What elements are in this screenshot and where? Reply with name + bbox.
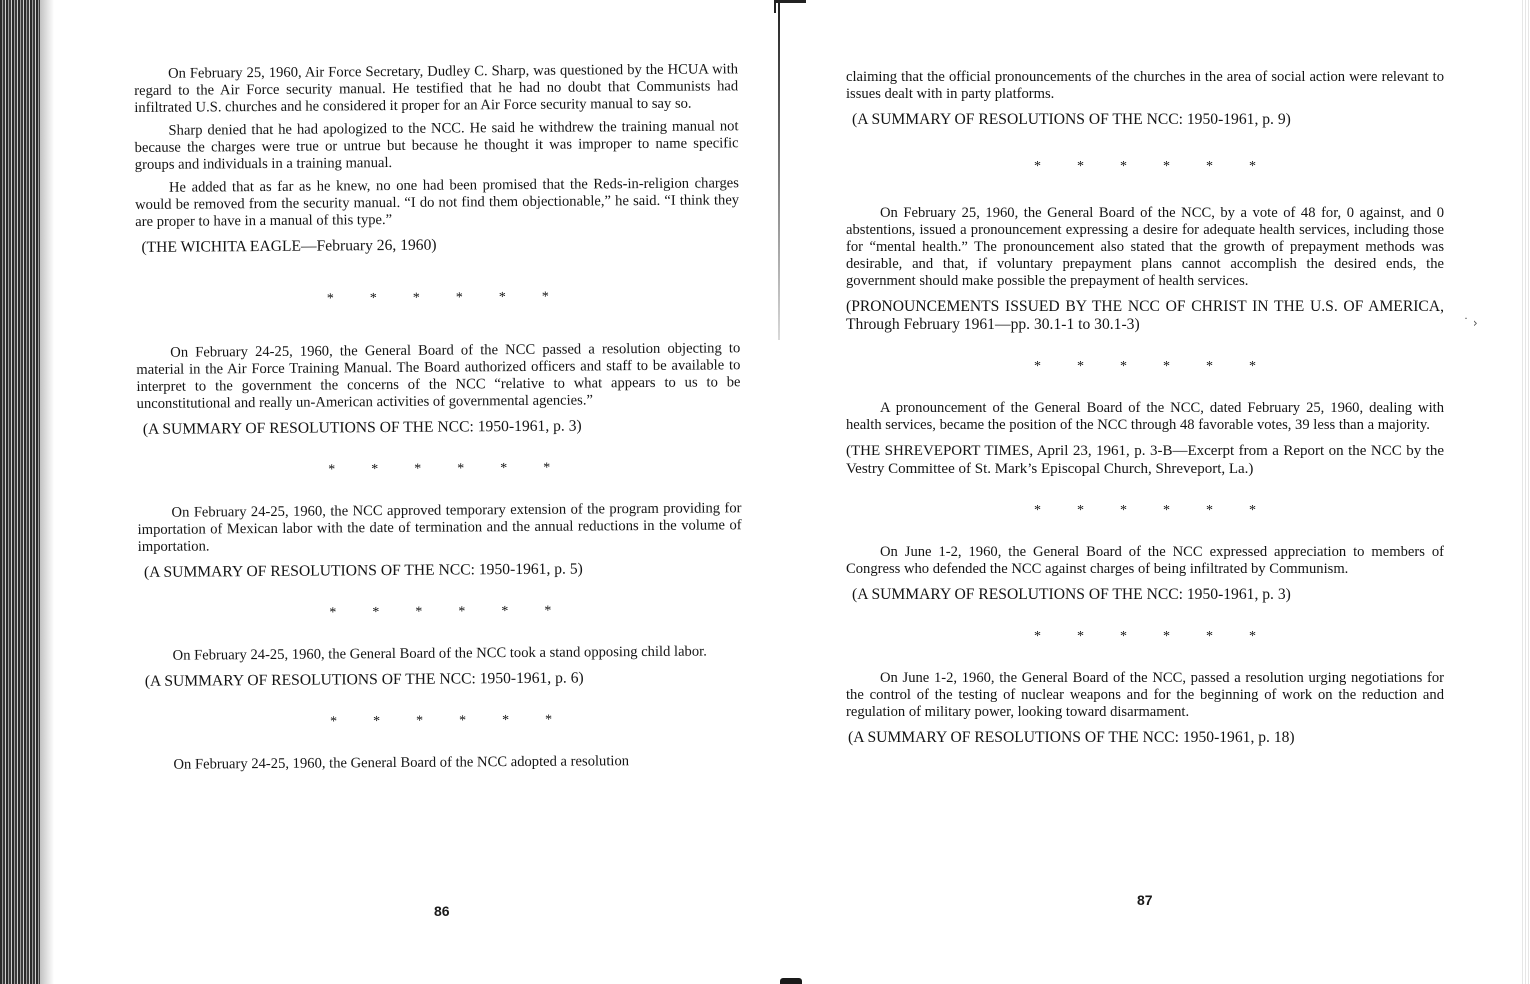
section-separator [846,334,1444,400]
separator-star: * [1034,503,1041,518]
separator-star: * [1077,629,1084,644]
separator-star: * [1163,629,1170,644]
separator-star: * [545,712,553,728]
separator-star: * [1249,359,1256,374]
separator-star: * [457,461,465,477]
separator-star: * [373,714,381,730]
separator-star: * [372,605,380,621]
separator-star: * [541,289,549,305]
separator-star: * [1249,503,1256,518]
binding-shadow [40,0,54,984]
center-gutter-line [778,0,780,340]
separator-star: * [498,290,506,306]
citation: (A SUMMARY OF RESOLUTIONS OF THE NCC: 1950-1961, p. 3) [852,586,1291,603]
paragraph: On February 25, 1960, the General Board of the NCC, by a vote of 48 for, 0 against, and 0 abstentions, issued a pronouncement expressing a desire for adequate health services, including those for “mental health.” The pronouncement also stated that the growth of prepayment methods was desirable, and that, if voluntary prepayment plans cannot accomplish the desired ends, the government should make possible the prepayment of health services. [846,205,1444,289]
page-number: 86 [434,903,450,919]
separator-star: * [1077,159,1084,174]
speck-mark: ˙ › [1463,316,1478,330]
separator-star: * [1077,359,1084,374]
separator-star: * [455,290,463,306]
separator-star: * [1249,629,1256,644]
separator-star: * [544,603,552,619]
separator-star: * [1034,359,1041,374]
separator-star: * [371,462,379,478]
paragraph: On February 24-25, 1960, the General Board of the NCC took a stand opposing child labor. [172,643,707,664]
citation: (PRONOUNCEMENTS ISSUED BY THE NCC OF CHRIST IN THE U.S. OF AMERICA, Through February 1961—pp. 30.1-1 to 30.1-3) [846,298,1444,333]
separator-star: * [414,461,422,477]
separator-star: * [1034,629,1041,644]
paragraph: On February 24-25, 1960, the NCC approved temporary extension of the program providing for importation of Mexican labor with the date of termination and the annual reductions in the volume of importation. [137,500,742,555]
separator-star: * [328,462,336,478]
paragraph: On June 1-2, 1960, the General Board of the NCC expressed appreciation to members of Congress who defended the NCC against charges of being infiltrated by Communism. [846,544,1444,577]
page-edge-right [1522,0,1530,984]
section-separator [846,478,1444,544]
separator-star: * [1120,503,1127,518]
citation: (A SUMMARY OF RESOLUTIONS OF THE NCC: 1950-1961, p. 6) [144,669,584,690]
separator-star: * [369,291,377,307]
citation: (THE WICHITA EAGLE—February 26, 1960) [141,236,437,256]
separator-star: * [1120,629,1127,644]
separator-star: * [459,713,467,729]
separator-star: * [326,291,334,307]
paragraph: Sharp denied that he had apologized to the NCC. He said he withdrew the training manual not because the charges were true or untrue but because he thought it was improper to name specific groups and individuals in a training manual. [134,118,739,173]
separator-star: * [1163,359,1170,374]
paragraph: On June 1-2, 1960, the General Board of the NCC, passed a resolution urging negotiations for the control of the testing of nuclear weapons and for the beginning of work on the reduction and regulation of military power, looking toward disarmament. [846,670,1444,720]
separator-star: * [501,604,509,620]
paragraph: A pronouncement of the General Board of the NCC, dated February 25, 1960, dealing with health services, became the position of the NCC through 48 favorable votes, 39 less than a majority. [846,400,1444,433]
section-separator [139,686,743,757]
separator-star: * [1206,359,1213,374]
citation: (A SUMMARY OF RESOLUTIONS OF THE NCC: 1950-1961, p. 9) [852,111,1291,128]
section-separator [846,604,1444,670]
separator-star: * [1034,159,1041,174]
separator-star: * [1249,159,1256,174]
section-separator [846,129,1444,205]
separator-star: * [1163,159,1170,174]
separator-star: * [502,713,510,729]
citation: (A SUMMARY OF RESOLUTIONS OF THE NCC: 1950-1961, p. 18) [848,729,1295,746]
book-binding-edge [0,0,40,984]
section-separator [136,252,741,345]
separator-star: * [416,713,424,729]
right-page [846,69,1444,747]
page-number: 87 [1137,892,1153,908]
paragraph: claiming that the official pronouncements of the churches in the area of social action were relevant to issues dealt with in party platforms. [846,69,1444,102]
separator-star: * [543,460,551,476]
separator-star: * [458,604,466,620]
paragraph: On February 24-25, 1960, the General Board of the NCC adopted a resolution [173,753,630,773]
paragraph: On February 24-25, 1960, the General Board of the NCC passed a resolution objecting to material in the Air Force Training Manual. The Board authorized officers and staff to be available to interpret to the government the concerns of the NCC “relative to what appears to us to be unconstitutional and really un-American activities of governmental agencies.” [136,340,741,412]
separator-star: * [1077,503,1084,518]
citation: (A SUMMARY OF RESOLUTIONS OF THE NCC: 1950-1961, p. 3) [142,417,582,438]
separator-star: * [412,290,420,306]
separator-star: * [1120,359,1127,374]
separator-star: * [1206,629,1213,644]
citation: (THE SHREVEPORT TIMES, April 23, 1961, p. 3-B—Excerpt from a Report on the NCC by the Vestry Committee of St. Mark’s Episcopal Church, Shreveport, La.) [846,443,1444,477]
section-separator [138,577,742,648]
separator-star: * [415,604,423,620]
separator-star: * [1206,503,1213,518]
left-page [134,61,744,780]
gutter-bottom-mark [780,978,802,984]
separator-star: * [330,714,338,730]
separator-star: * [1206,159,1213,174]
separator-star: * [1120,159,1127,174]
separator-star: * [1163,503,1170,518]
section-separator [137,434,741,505]
paragraph: On February 25, 1960, Air Force Secretary, Dudley C. Sharp, was questioned by the HCUA with regard to the Air Force security manual. He testified that he had no doubt that Communists had infiltrated U.S. churches and he considered it proper for an Air Force security manual to say so. [134,61,739,116]
separator-star: * [500,461,508,477]
citation: (A SUMMARY OF RESOLUTIONS OF THE NCC: 1950-1961, p. 5) [143,560,583,581]
paragraph: He added that as far as he knew, no one had been promised that the Reds-in-religion charges would be removed from the security manual. “I do not find them objectionable,” he said. “I think they are proper to have in a manual of this type.” [135,175,740,230]
separator-star: * [329,605,337,621]
